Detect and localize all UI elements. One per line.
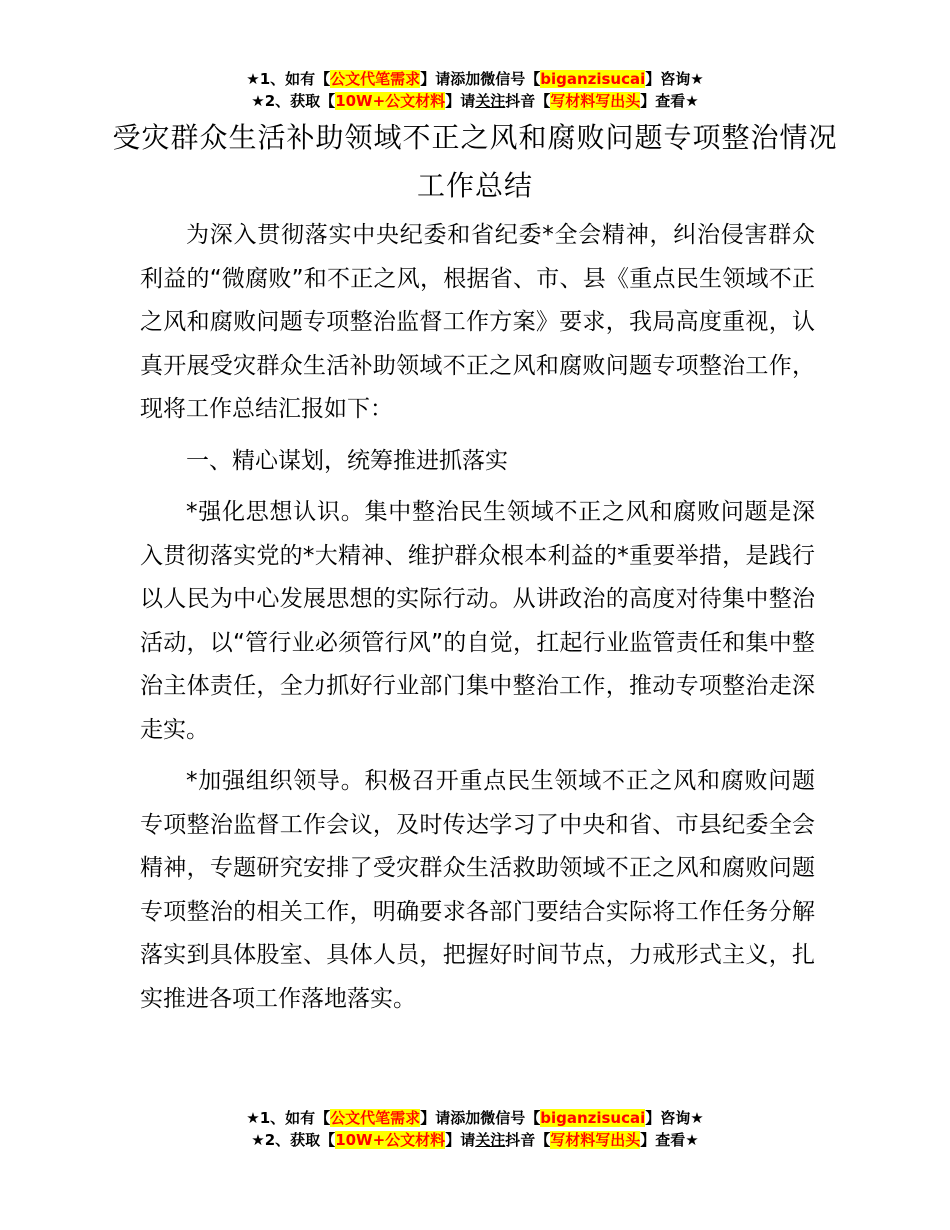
paragraph-intro: 为深入贯彻落实中央纪委和省纪委*全会精神，纠治侵害群众利益的“微腐败”和不正之风，根据省、市、县《重点民生领域不正之风和腐败问题专项整治监督工作方案》要求，我局高度重视，认真开展受灾群众生活补助领域不正之风和腐败问题专项整治工作，现将工作总结汇报如下： xyxy=(140,222,815,422)
promo-highlight: 10W+公文材料 xyxy=(335,92,446,110)
paragraph-body: *强化思想认识。集中整治民生领域不正之风和腐败问题是深入贯彻落实党的*大精神、维护群众根本利益的*重要举措，是践行以人民为中心发展思想的实际行动。从讲政治的高度对待集中整治活动，以“管行业必须管行风”的自觉，扛起行业监管责任和集中整治主体责任，全力抓好行业部门集中整治工作，推动专项整治走深走实。 xyxy=(140,499,815,743)
promo-text: ★1、如有【 xyxy=(246,1109,331,1127)
promo-text: ★1、如有【 xyxy=(246,70,331,88)
promo-line-2 xyxy=(0,90,950,112)
section-heading: 一、精心谋划，统筹推进抓落实 xyxy=(186,447,508,474)
promo-banner-top xyxy=(0,68,950,112)
promo-text: 】查看★ xyxy=(640,92,699,110)
promo-underlined: 关注 xyxy=(475,1131,506,1149)
promo-text: 】请添加微信号【 xyxy=(420,70,541,88)
promo-text: 】请 xyxy=(445,92,476,110)
promo-text: 抖音【 xyxy=(505,1131,551,1149)
promo-line-2 xyxy=(0,1129,950,1151)
promo-text: ★2、获取【 xyxy=(251,1131,336,1149)
promo-line-1 xyxy=(0,68,950,90)
promo-text: 】咨询★ xyxy=(645,70,704,88)
promo-banner-bottom xyxy=(0,1107,950,1151)
paragraph-body: *加强组织领导。积极召开重点民生领域不正之风和腐败问题专项整治监督工作会议，及时传达学习了中央和省、市县纪委全会精神，专题研究安排了受灾群众生活救助领域不正之风和腐败问题专项整治的相关工作，明确要求各部门要结合实际将工作任务分解落实到具体股室、具体人员，把握好时间节点，力戒形式主义，扎实推进各项工作落地落实。 xyxy=(140,768,815,1012)
promo-highlight: 10W+公文材料 xyxy=(335,1131,446,1149)
promo-douyin-id: 写材料写出头 xyxy=(550,92,641,110)
promo-wechat-id: biganzisucai xyxy=(540,70,646,88)
promo-douyin-id: 写材料写出头 xyxy=(550,1131,641,1149)
document-body xyxy=(140,214,815,1021)
promo-highlight: 公文代笔需求 xyxy=(330,1109,421,1127)
document-title: 受灾群众生活补助领域不正之风和腐败问题专项整治情况工作总结 xyxy=(112,121,838,202)
promo-highlight: 公文代笔需求 xyxy=(330,70,421,88)
promo-text: 】查看★ xyxy=(640,1131,699,1149)
promo-wechat-id: biganzisucai xyxy=(540,1109,646,1127)
promo-text: ★2、获取【 xyxy=(251,92,336,110)
promo-text: 】咨询★ xyxy=(645,1109,704,1127)
promo-text: 抖音【 xyxy=(505,92,551,110)
promo-text: 】请 xyxy=(445,1131,476,1149)
promo-line-1 xyxy=(0,1107,950,1129)
promo-text: 】请添加微信号【 xyxy=(420,1109,541,1127)
promo-underlined: 关注 xyxy=(475,92,506,110)
